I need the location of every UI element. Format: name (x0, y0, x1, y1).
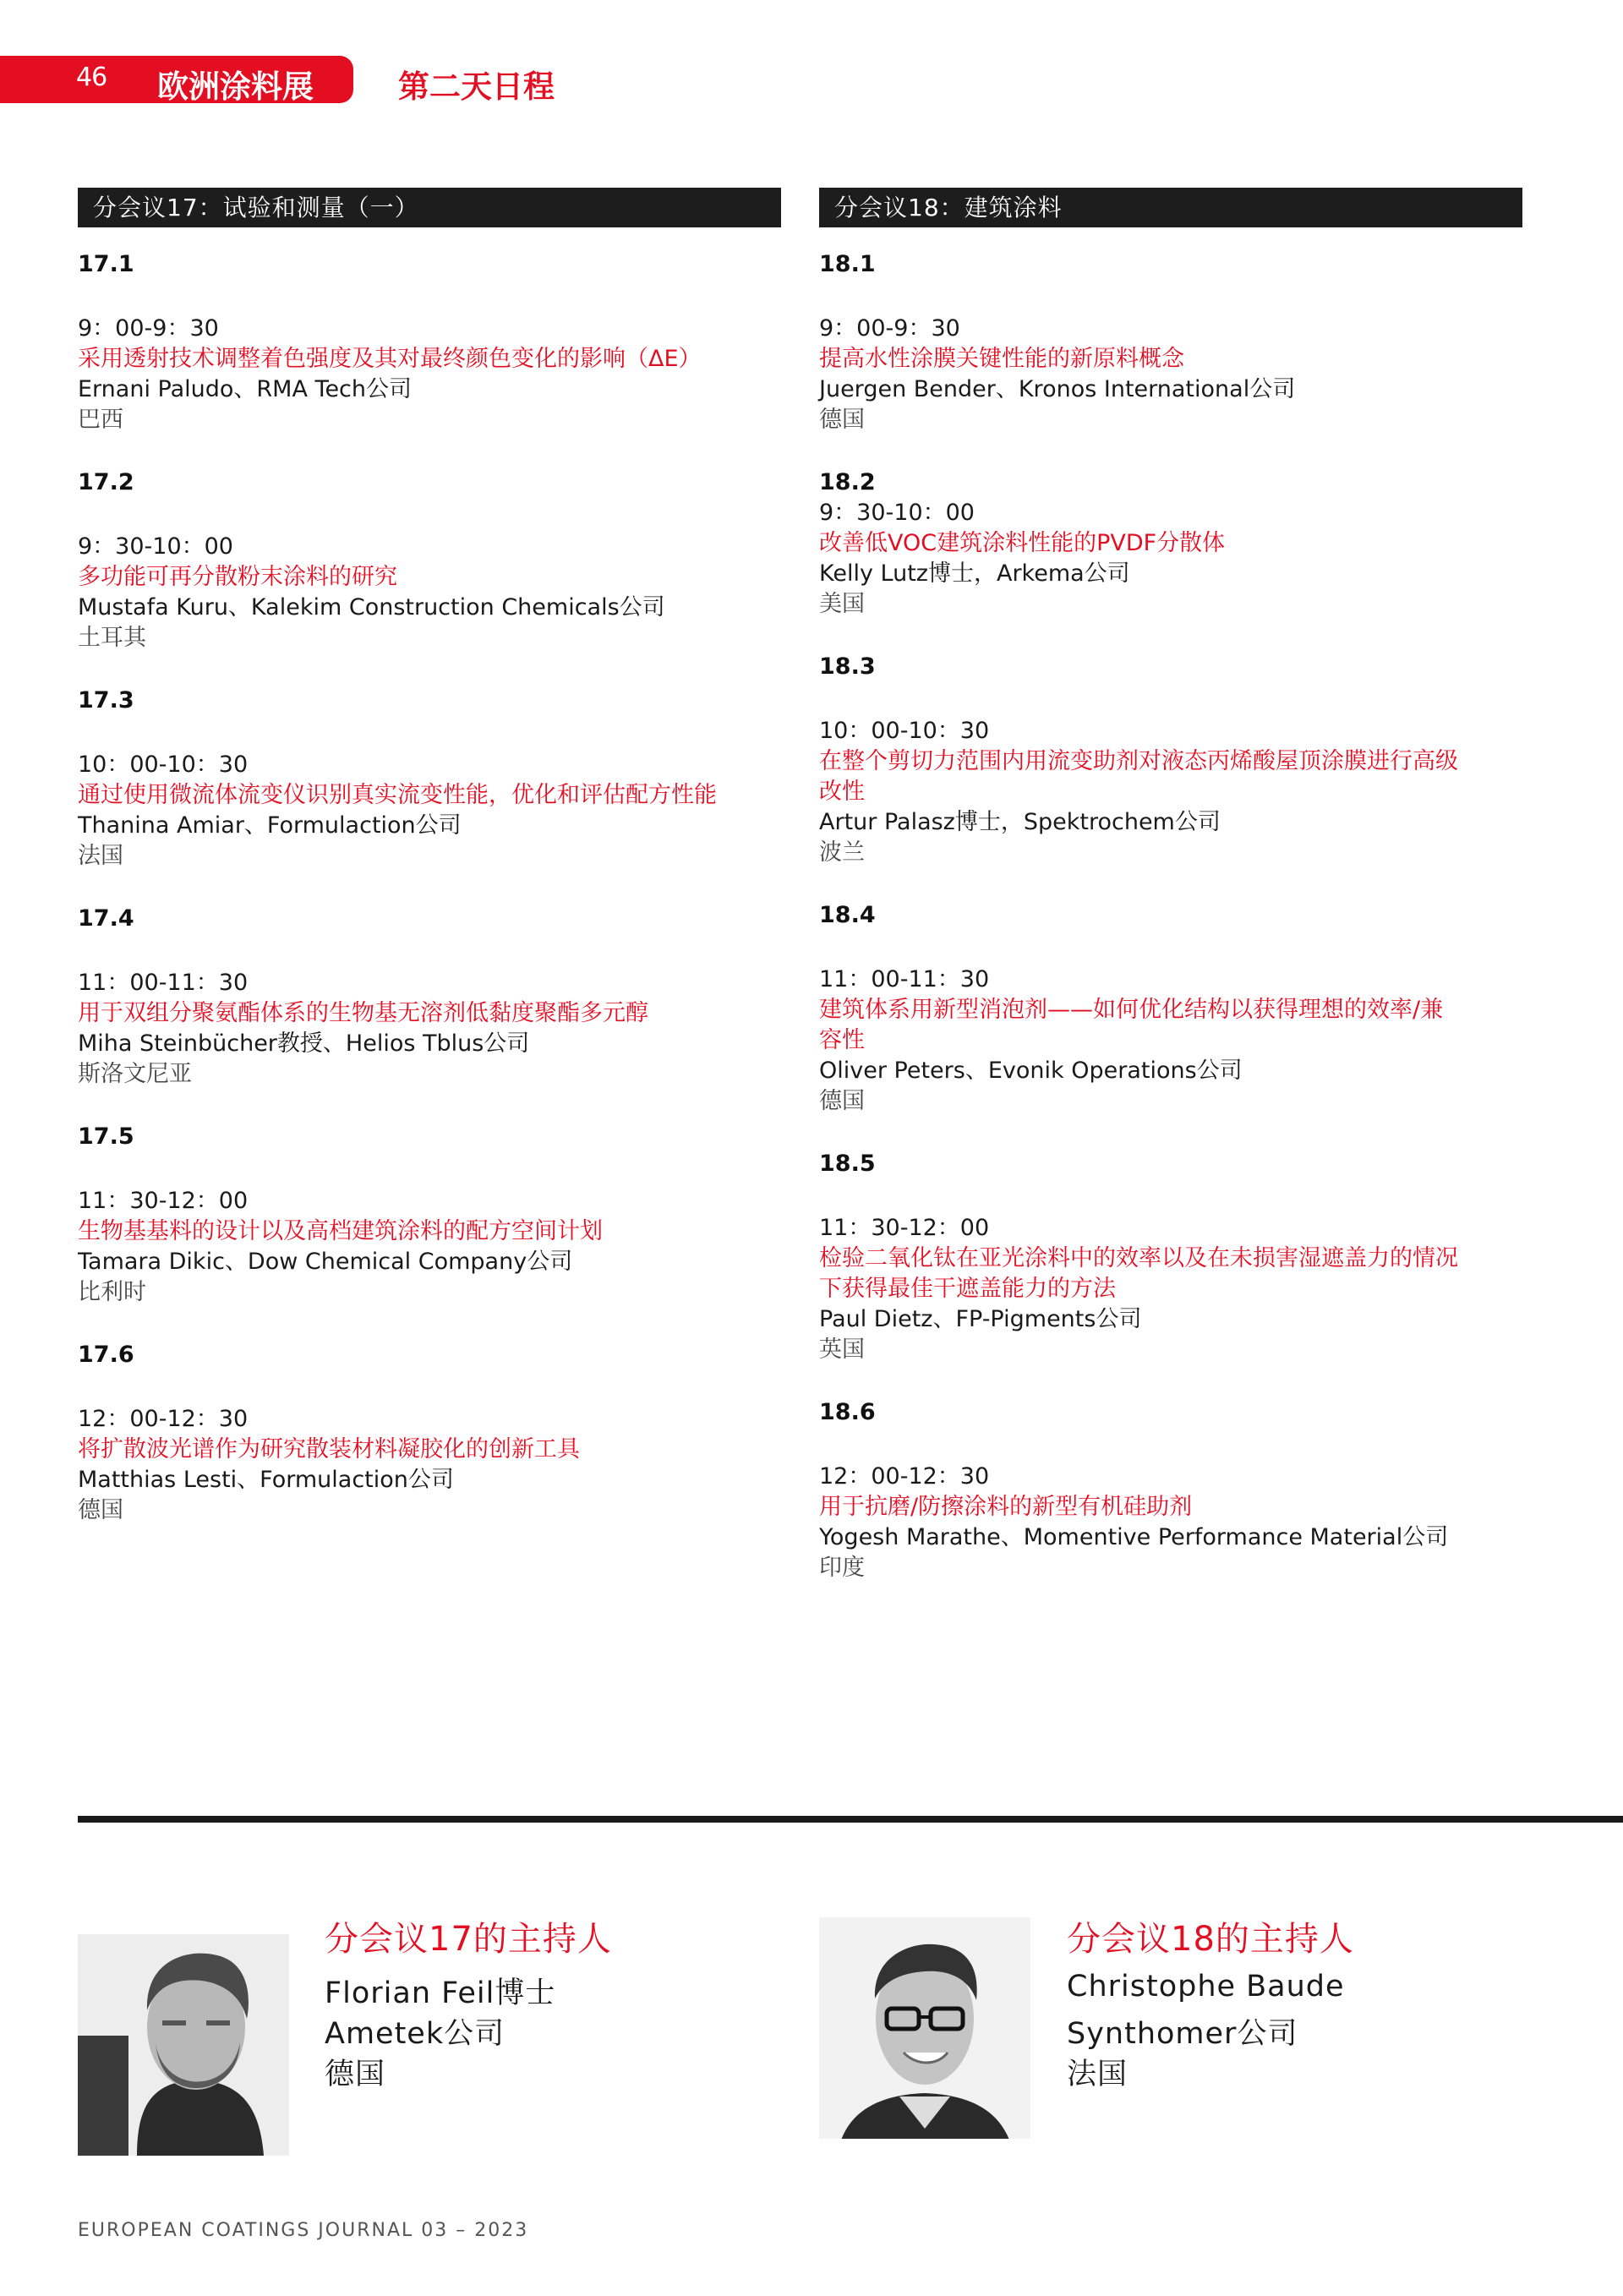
talk-time: 11：30-12：00 (78, 1188, 249, 1214)
talk-time: 11：00-11：30 (78, 970, 249, 996)
chair-18-heading: 分会议18的主持人 (1067, 1920, 1354, 1959)
talk-speaker: Kelly Lutz博士，Arkema公司 (819, 560, 1130, 587)
talk-title-cont: 容性 (819, 1027, 865, 1053)
talk-time: 11：00-11：30 (819, 966, 990, 992)
chair-17-name: Florian Feil博士 (325, 1976, 556, 2010)
talk-number: 18.1 (819, 251, 876, 277)
talk-number: 17.4 (78, 905, 134, 932)
talk-country: 美国 (819, 591, 865, 617)
talk-speaker: Miha Steinbücher教授、Helios Tblus公司 (78, 1030, 530, 1057)
talk-time: 12：00-12：30 (819, 1463, 990, 1490)
talk-number: 18.3 (819, 653, 876, 680)
portrait-man-glasses-icon (819, 1917, 1030, 2139)
talk-list (78, 249, 781, 1526)
talk-number: 18.6 (819, 1399, 876, 1425)
talk-title: 检验二氧化钛在亚光涂料中的效率以及在未损害湿遮盖力的情况 (819, 1245, 1458, 1271)
chair-18-photo (819, 1917, 1030, 2139)
page-number: 46 (76, 63, 107, 92)
talk-title: 改善低VOC建筑涂料性能的PVDF分散体 (819, 530, 1226, 556)
talk-item (819, 900, 1522, 1117)
talk-title: 采用透射技术调整着色强度及其对最终颜色变化的影响（ΔE） (78, 346, 702, 372)
session-title-bar: 分会议17：试验和测量（一） (78, 188, 781, 227)
talk-number: 18.5 (819, 1151, 876, 1177)
talk-title: 在整个剪切力范围内用流变助剂对液态丙烯酸屋顶涂膜进行高级 (819, 748, 1458, 774)
talk-country: 德国 (78, 1497, 123, 1523)
talk-speaker: Ernani Paludo、RMA Tech公司 (78, 376, 413, 402)
talk-time: 12：00-12：30 (78, 1406, 249, 1432)
session-17 (78, 188, 781, 1558)
talk-time: 9：00-9：30 (819, 315, 960, 342)
chair-17-company: Ametek公司 (325, 2017, 505, 2051)
session-18 (819, 188, 1522, 1615)
talk-title: 通过使用微流体流变仪识别真实流变性能，优化和评估配方性能 (78, 782, 717, 808)
talk-country: 德国 (819, 1088, 865, 1114)
talk-time: 10：00-10：30 (819, 718, 990, 744)
talk-item (78, 686, 781, 872)
talk-speaker: Juergen Bender、Kronos International公司 (819, 376, 1296, 402)
talk-country: 法国 (78, 843, 123, 869)
talk-speaker: Matthias Lesti、Formulaction公司 (78, 1467, 454, 1493)
talk-item (819, 249, 1522, 435)
talk-speaker: Tamara Dikic、Dow Chemical Company公司 (78, 1249, 573, 1275)
talk-number: 17.3 (78, 687, 134, 713)
talk-title: 多功能可再分散粉末涂料的研究 (78, 564, 397, 590)
talk-speaker: Paul Dietz、FP-Pigments公司 (819, 1306, 1142, 1332)
talk-title: 生物基基料的设计以及高档建筑涂料的配方空间计划 (78, 1218, 603, 1244)
talk-time: 10：00-10：30 (78, 752, 249, 778)
section-title: 第二天日程 (398, 68, 555, 105)
talk-number: 17.5 (78, 1123, 134, 1150)
talk-speaker: Oliver Peters、Evonik Operations公司 (819, 1058, 1243, 1084)
talk-time: 9：30-10：00 (819, 500, 975, 526)
talk-speaker: Mustafa Kuru、Kalekim Construction Chemicals公司 (78, 594, 665, 620)
talk-country: 英国 (819, 1337, 865, 1363)
chair-18-country: 法国 (1067, 2058, 1128, 2091)
talk-time: 9：00-9：30 (78, 315, 219, 342)
talk-title: 提高水性涂膜关键性能的新原料概念 (819, 346, 1184, 372)
talk-country: 土耳其 (78, 625, 146, 651)
talk-list (819, 249, 1522, 1583)
talk-item (819, 1149, 1522, 1365)
talk-time: 11：30-12：00 (819, 1215, 990, 1241)
talk-speaker: Thanina Amiar、Formulaction公司 (78, 812, 462, 839)
talk-country: 德国 (819, 407, 865, 433)
talk-item (78, 249, 781, 435)
talk-item (78, 467, 781, 653)
chair-17-heading: 分会议17的主持人 (325, 1920, 612, 1959)
session-title-bar: 分会议18：建筑涂料 (819, 188, 1522, 227)
publication-name: 欧洲涂料展 (157, 68, 314, 105)
chair-17-country: 德国 (325, 2058, 386, 2091)
talk-item (78, 1340, 781, 1526)
talk-title-cont: 下获得最佳干遮盖能力的方法 (819, 1276, 1116, 1302)
talk-number: 17.2 (78, 469, 134, 495)
talk-item (819, 652, 1522, 868)
talk-country: 斯洛文尼亚 (78, 1061, 192, 1087)
talk-number: 18.4 (819, 902, 876, 928)
section-divider (78, 1816, 1623, 1823)
talk-item (819, 467, 1522, 620)
talk-title: 用于双组分聚氨酯体系的生物基无溶剂低黏度聚酯多元醇 (78, 1000, 648, 1026)
talk-speaker: Yogesh Marathe、Momentive Performance Material公司 (819, 1524, 1449, 1550)
talk-title-cont: 改性 (819, 779, 865, 805)
page-footer: EUROPEAN COATINGS JOURNAL 03 – 2023 (78, 2220, 529, 2241)
talk-number: 17.1 (78, 251, 134, 277)
chair-17-photo (78, 1934, 289, 2156)
talk-title: 将扩散波光谱作为研究散装材料凝胶化的创新工具 (78, 1436, 580, 1462)
talk-title: 建筑体系用新型消泡剂——如何优化结构以获得理想的效率/兼 (819, 997, 1444, 1023)
talk-speaker: Artur Palasz博士，Spektrochem公司 (819, 809, 1221, 835)
talk-item (78, 1122, 781, 1308)
talk-item (819, 1397, 1522, 1583)
talk-country: 印度 (819, 1555, 865, 1581)
talk-number: 17.6 (78, 1342, 134, 1368)
talk-country: 比利时 (78, 1279, 146, 1305)
talk-time: 9：30-10：00 (78, 533, 233, 560)
chair-18-company: Synthomer公司 (1067, 2017, 1298, 2051)
talk-number: 18.2 (819, 469, 876, 495)
talk-country: 巴西 (78, 407, 123, 433)
portrait-man-icon (78, 1934, 289, 2156)
talk-country: 波兰 (819, 839, 865, 866)
talk-item (78, 904, 781, 1090)
talk-title: 用于抗磨/防擦涂料的新型有机硅助剂 (819, 1494, 1193, 1520)
chair-18-name: Christophe Baude (1067, 1970, 1345, 2004)
